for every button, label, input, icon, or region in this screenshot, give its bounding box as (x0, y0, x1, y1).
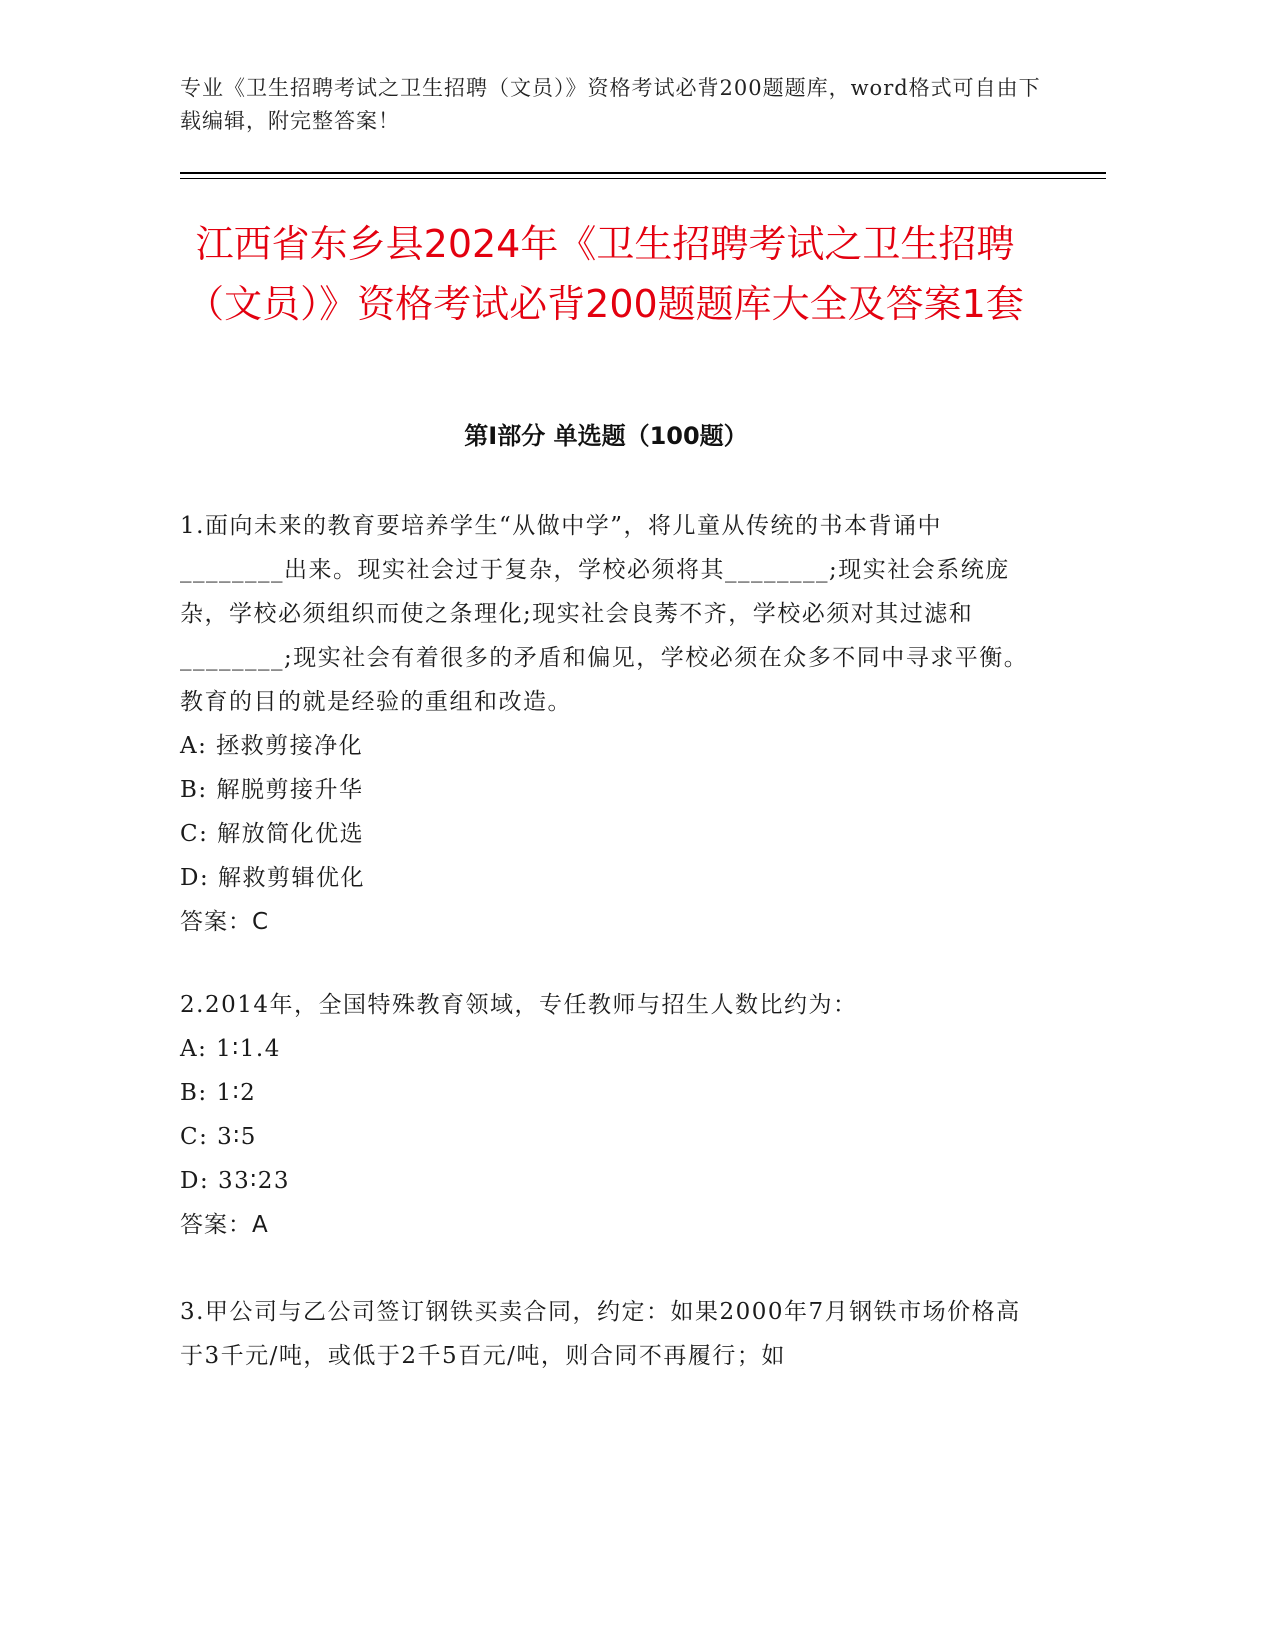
question-3 (180, 1290, 1040, 1378)
option-d: D: 33∶23 (180, 1168, 291, 1194)
question-text: 1.面向未来的教育要培养学生“从做中学”，将儿童从传统的书本背诵中________出来。现实社会过于复杂，学校必须将其________;现实社会系统庞杂，学校必须组织而使之条理化;现实社会良莠不齐，学校必须对其过滤和________;现实社会有着很多的矛盾和偏见，学校必须在众多不同中寻求平衡。教育的目的就是经验的重组和改造。 (180, 513, 1029, 715)
question-2 (180, 983, 1040, 1247)
answer-line (180, 900, 1040, 944)
document-title: 江西省东乡县2024年《卫生招聘考试之卫生招聘（文员）》资格考试必背200题题库大全及答案1套 (186, 222, 1024, 326)
question-text: 3.甲公司与乙公司签订钢铁买卖合同，约定：如果2000年7月钢铁市场价格高于3千元/吨，或低于2千5百元/吨，则合同不再履行；如 (180, 1299, 1021, 1369)
option-c: C: 解放简化优选 (180, 821, 365, 847)
question-text: 2.2014年，全国特殊教育领域，专任教师与招生人数比约为： (180, 992, 858, 1018)
option-b: B: 解脱剪接升华 (180, 777, 364, 803)
answer-label: 答案： (180, 1212, 252, 1238)
header-divider-thick (180, 172, 1106, 174)
question-1 (180, 504, 1040, 944)
option-d: D: 解救剪辑优化 (180, 865, 366, 891)
answer-value: A (252, 1212, 268, 1238)
answer-label: 答案： (180, 909, 252, 935)
header-note: 专业《卫生招聘考试之卫生招聘（文员）》资格考试必背200题题库，word格式可自由下载编辑，附完整答案！ (180, 76, 1041, 133)
header-divider-thin (180, 178, 1106, 179)
option-c: C: 3∶5 (180, 1124, 257, 1150)
option-b: B: 1∶2 (180, 1080, 257, 1106)
answer-value: C (252, 909, 269, 935)
answer-line (180, 1203, 1040, 1247)
option-a: A: 拯救剪接净化 (180, 733, 364, 759)
option-a: A: 1∶1.4 (180, 1036, 281, 1062)
section-title: 第I部分 单选题（100题） (464, 422, 748, 450)
